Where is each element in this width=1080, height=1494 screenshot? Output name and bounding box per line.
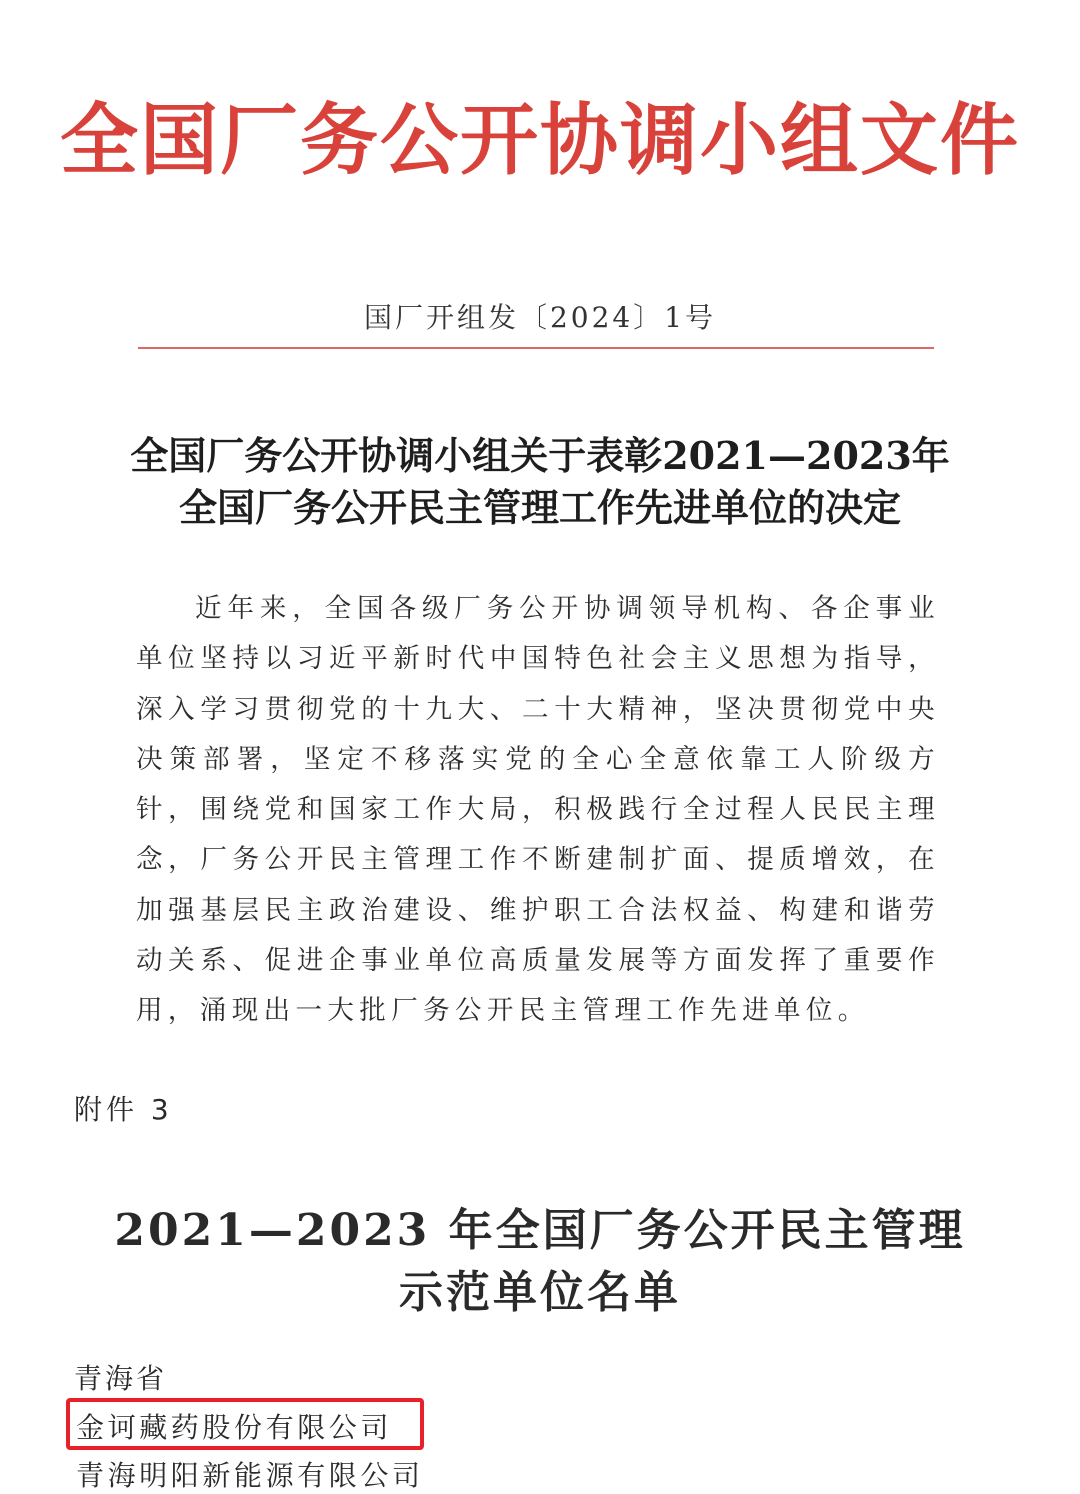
decision-body-paragraph: 近年来，全国各级厂务公开协调领导机构、各企事业单位坚持以习近平新时代中国特色社会主义思想为指导，深入学习贯彻党的十九大、二十大精神，坚决贯彻党中央决策部署，坚定不移落实党的全心全意依靠工人阶级方针，围绕党和国家工作大局，积极践行全过程人民民主理念，厂务公开民主管理工作不断建制扩面、提质增效，在加强基层民主政治建设、维护职工合法权益、构建和谐劳动关系、促进企事业单位高质量发展等方面发挥了重要作用，涌现出一大批厂务公开民主管理工作先进单位。 [136,593,940,1027]
red-divider-line [138,347,934,349]
decision-title-line-1: 全国厂务公开协调小组关于表彰2021—2023年 [130,433,950,478]
province-heading: 青海省 [74,1362,168,1395]
unit-list-item: 金诃藏药股份有限公司 [76,1411,393,1444]
unit-list-title-line-2: 示范单位名单 [399,1267,681,1318]
document-header-title: 全国厂务公开协调小组文件 [59,96,1020,186]
unit-list-item: 青海明阳新能源有限公司 [76,1459,424,1492]
document-number: 国厂开组发〔2024〕1号 [363,301,717,334]
decision-title-line-2: 全国厂务公开民主管理工作先进单位的决定 [178,485,901,530]
highlight-box [66,1398,424,1450]
attachment-label: 附件 3 [74,1093,173,1126]
unit-list-title-line-1: 2021—2023 年全国厂务公开民主管理 [114,1205,966,1256]
decision-title [0,430,1080,534]
unit-list-title [0,1200,1080,1324]
